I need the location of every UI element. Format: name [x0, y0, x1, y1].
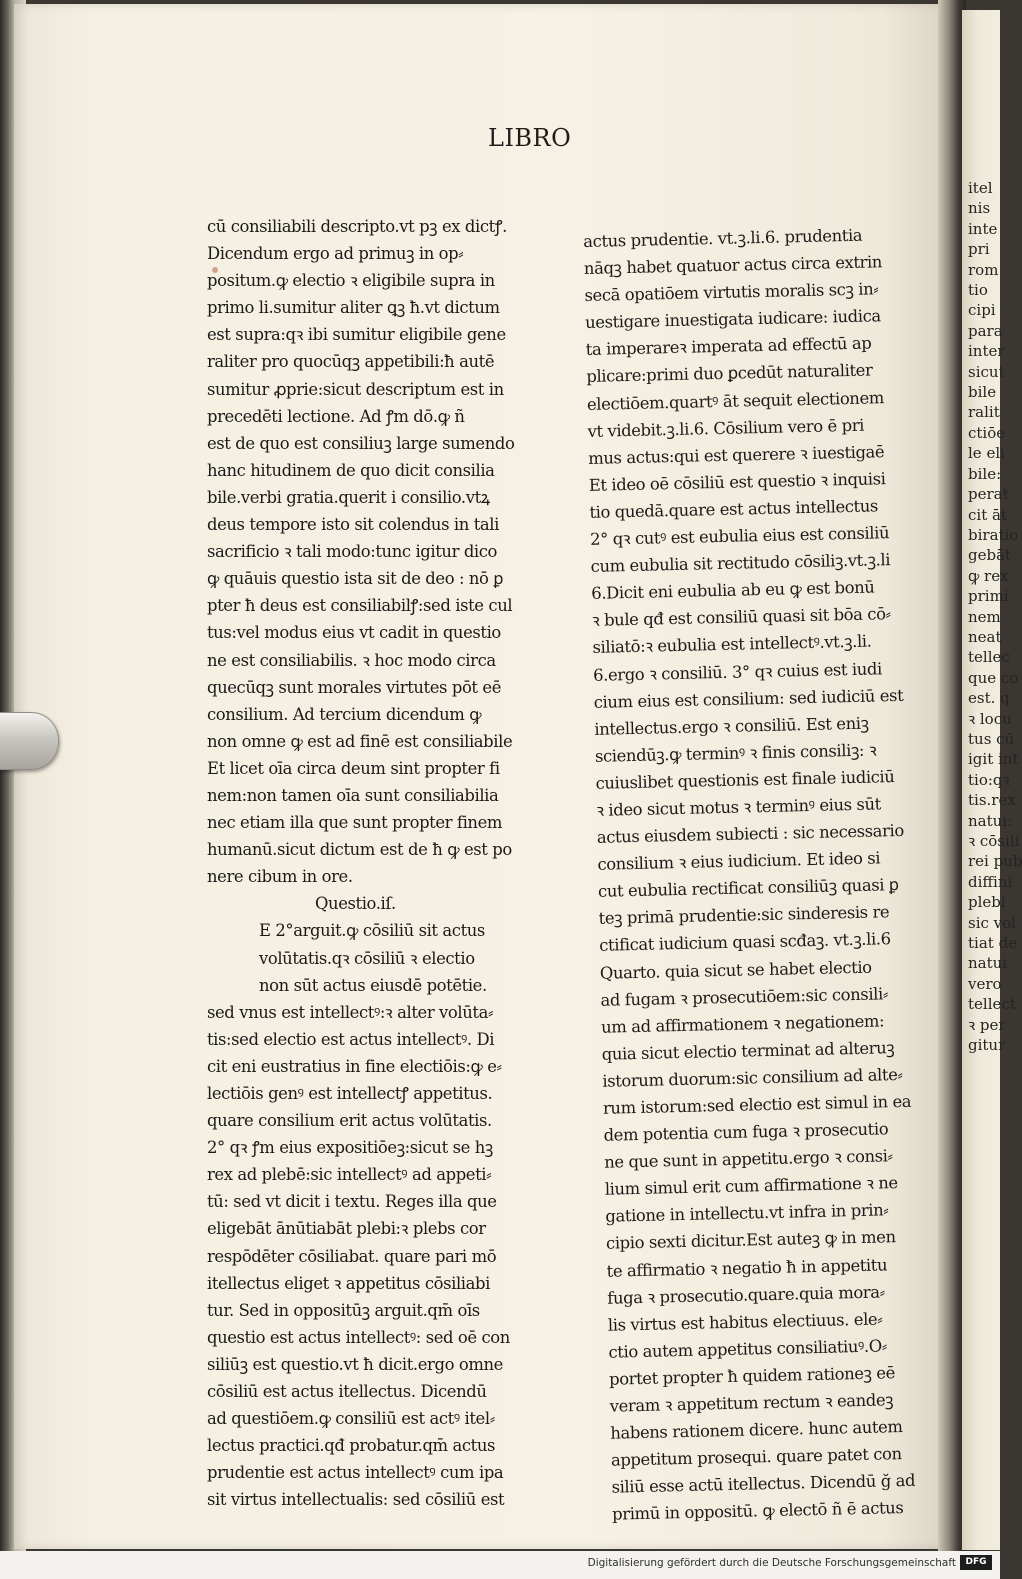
- text-line: veram ꝛ appetitum rectum ꝛ eandeꝫ: [609, 1390, 894, 1416]
- facing-page-line: gitur: [968, 1036, 1006, 1055]
- text-line: istorum duorum:sic consilium ad alte⸗: [602, 1064, 903, 1091]
- text-line: plicare:primi duo ꝑcedūt naturaliter: [586, 360, 873, 387]
- text-line: ctio autem appetitus consiliatiuꝰ.O⸗: [608, 1336, 888, 1362]
- text-line: consilium ꝛ eius iudicium. Et ideo si: [597, 848, 881, 874]
- text-line: lis virtus est habitus electiuus. ele⸗: [607, 1309, 883, 1335]
- text-line: prudentie est actus intellectꝰ cum ipa: [207, 1463, 504, 1483]
- text-line: secā opatiōem virtutis moralis scꝫ in⸗: [584, 279, 879, 306]
- text-line: deus tempore isto sit colendus in tali: [207, 515, 499, 535]
- text-line: ad fugam ꝛ prosecutiōem:sic consili⸗: [600, 983, 889, 1010]
- text-line: tus:vel modus eius vt cadit in questio: [207, 623, 501, 643]
- running-head: LIBRO: [488, 124, 572, 152]
- text-line: actus eiusdem subiecti : sic necessario: [596, 820, 905, 847]
- text-line: Et licet oīa circa deum sint propter fi: [207, 758, 500, 778]
- text-line: Et ideo oē cōsiliū est questio ꝛ inquisi: [588, 469, 886, 495]
- text-line: 2° qꝛ ꝭm eius expositiōeꝫ:sicut se hꝫ: [207, 1138, 493, 1158]
- text-line: ꝛ bule qđ est consiliū quasi sit bōa cō⸗: [591, 604, 891, 631]
- text-line: tis:sed electio est actus intellectꝰ. Di: [207, 1029, 495, 1049]
- text-line: ꝙ quāuis questio ista sit de deo : nō ꝑ: [207, 569, 504, 589]
- facing-page-line: nem: [968, 607, 1001, 626]
- text-line: humanū.sicut dictum est de ħ ꝙ est po: [207, 840, 512, 860]
- text-line: positum.ꝙ electio ꝛ eligibile supra in: [207, 271, 495, 291]
- text-line: nem:non tamen oīa sunt consiliabilia: [207, 785, 499, 805]
- facing-page-line: neat: [968, 627, 1002, 646]
- text-line: te affirmatio ꝛ negatio ħ in appetitu: [606, 1254, 888, 1281]
- facing-page-line: vero: [968, 974, 1002, 993]
- text-line: Quarto. quia sicut se habet electio: [599, 957, 872, 983]
- facing-page-line: diffini: [968, 872, 1013, 891]
- facing-page-line: tus cū: [968, 729, 1015, 748]
- text-line: cōsiliū est actus itellectus. Dicendū: [207, 1382, 487, 1402]
- facing-page-line: ꝛ cōsili: [968, 832, 1020, 850]
- text-line: non sūt actus eiusdē potētie.: [259, 975, 487, 995]
- text-line: cipio sexti dicitur.Est auteꝫ ꝙ in men: [605, 1227, 896, 1254]
- text-line: intellectus.ergo ꝛ consiliū. Est eniꝫ: [594, 713, 869, 739]
- facing-page-line: sicut: [968, 362, 1005, 381]
- text-line: vt videbit.ꝫ.li.6. Cōsilium vero ē pri: [587, 415, 865, 441]
- text-line: tū: sed vt dicit i textu. Reges illa que: [207, 1192, 497, 1212]
- text-line: tio quedā.quare est actus intellectus: [589, 496, 879, 522]
- facing-page-text: [962, 178, 1022, 1055]
- text-line: E 2°arguit.ꝙ cōsiliū sit actus: [259, 921, 485, 941]
- text-line: hanc hitudinem de quo dicit consilia: [207, 460, 495, 480]
- text-line: mus actus:qui est querere ꝛ iuestigaē: [588, 441, 885, 468]
- facing-page-line: tellec: [968, 648, 1010, 667]
- facing-page-line: tiat de: [968, 934, 1018, 953]
- facing-page-line: ꝙ rex: [968, 566, 1009, 585]
- text-line: cum eubulia sit rectitudo cōsiliꝫ.vt.ꝫ.li: [590, 550, 891, 577]
- text-line: 6.Dicit eni eubulia ab eu ꝙ est bonū: [591, 577, 875, 604]
- text-line: uestigare inuestigata iudicare: iudica: [584, 306, 881, 333]
- text-line: respōdēter cōsiliabat. quare pari mō: [207, 1246, 497, 1266]
- facing-page-line: gebāt: [968, 546, 1012, 565]
- text-line: teꝫ primā prudentie:sic sinderesis re: [598, 902, 890, 929]
- facing-page-line: sic vol: [968, 913, 1016, 932]
- text-line: ctificat iudicium quasi scđaꝫ. vt.ꝫ.li.6: [599, 929, 891, 956]
- facing-page-line: ꝛ locu: [968, 709, 1012, 728]
- text-line: siliūꝫ est questio.vt ħ dicit.ergo omne: [207, 1354, 503, 1374]
- text-line: questio est actus intellectꝰ: sed oē con: [207, 1327, 510, 1347]
- text-line: ne que sunt in appetitu.ergo ꝛ consi⸗: [603, 1146, 893, 1172]
- text-line: consilium. Ad tercium dicendum ꝙ: [207, 704, 482, 724]
- facing-page-line: inte: [968, 219, 998, 238]
- text-line: siliū esse actū itellectus. Dicendū ğ ad: [611, 1471, 916, 1497]
- facing-page-line: rom: [968, 260, 999, 279]
- text-line: electiōem.quartꝰ āt sequit electionem: [586, 387, 885, 414]
- facing-page-line: est. q: [968, 689, 1010, 708]
- facing-page-line: inter: [968, 342, 1005, 361]
- text-line: cū consiliabili descripto.vt pꝫ ex dictꝭ.: [207, 217, 507, 236]
- text-line: rum istorum:sed electio est simul in ea: [602, 1091, 912, 1118]
- text-line: eligebāt ānūtiabāt plebi:ꝛ plebs cor: [207, 1219, 486, 1239]
- text-line: quia sicut electio terminat ad alteruꝫ: [601, 1037, 895, 1064]
- facing-page-line: tellect: [968, 995, 1016, 1014]
- text-line: Dicendum ergo ad primuꝫ in op⸗: [207, 244, 464, 264]
- facing-page-line: natui: [968, 954, 1008, 973]
- text-line: pter ħ deus est consiliabilꝭ:sed iste cul: [207, 596, 513, 616]
- text-line: fuga ꝛ prosecutio.quare.quia mora⸗: [607, 1282, 885, 1308]
- facing-page-line: le eli: [968, 444, 1005, 463]
- text-line: appetitum prosequi. quare patet con: [610, 1444, 902, 1470]
- text-line: nec etiam illa que sunt propter finem: [207, 813, 503, 833]
- text-line: est supra:qꝛ ibi sumitur eligibile gene: [207, 325, 506, 345]
- facing-page-line: igit int: [968, 750, 1019, 769]
- facing-page-line: ꝛ per: [968, 1015, 1006, 1034]
- facing-page-line: primi: [968, 587, 1009, 606]
- facing-page-line: tio:qꝛ: [968, 770, 1010, 789]
- text-line: cuiuslibet questionis est finale iudiciū: [595, 766, 895, 793]
- facing-page-line: biratio: [968, 525, 1019, 544]
- text-line: primo li.sumitur aliter ꝗꝫ ħ.vt dictum: [207, 298, 500, 318]
- text-line: sacrificio ꝛ tali modo:tunc igitur dico: [207, 542, 498, 562]
- text-line: sed vnus est intellectꝰ:ꝛ alter volūta⸗: [207, 1002, 494, 1022]
- text-line: lectiōis genꝰ est intellectꝭ appetitus.: [207, 1084, 493, 1103]
- text-line: sciendūꝫ.ꝙ terminꝰ ꝛ finis consiliꝫ: ꝛ: [594, 740, 877, 766]
- text-line: um ad affirmationem ꝛ negationem:: [600, 1011, 885, 1037]
- facing-page-line: cit āt: [968, 505, 1007, 524]
- book-clamp: [0, 712, 59, 770]
- facing-page-line: bile: [968, 383, 997, 402]
- text-line: raliter pro quocūqꝫ appetibili:ħ autē: [207, 352, 495, 372]
- text-line: quare consilium erit actus volūtatis.: [207, 1111, 492, 1131]
- facing-page-line: pri: [968, 240, 990, 259]
- text-line: bile.verbi gratia.querit i consilio.vtꝝ: [207, 487, 490, 507]
- facing-page-line: que co: [968, 668, 1019, 687]
- text-line: quecūqꝫ sunt morales virtutes pōt eē: [207, 677, 502, 697]
- right-text-column: [583, 221, 942, 1529]
- facing-page-line: ralit: [968, 403, 1000, 422]
- text-line: gatione in intellectu.vt infra in prin⸗: [605, 1200, 889, 1227]
- text-line: 2° qꝛ cutꝰ est eubulia eius est consiliū: [589, 523, 890, 549]
- text-line: sit virtus intellectualis: sed cōsiliū est: [207, 1490, 505, 1510]
- text-line: ad questiōem.ꝙ consiliū est actꝰ itel⸗: [207, 1409, 495, 1429]
- text-line: ne est consiliabilis. ꝛ hoc modo circa: [207, 650, 496, 670]
- text-line: cium eius est consilium: sed iudiciū est: [593, 685, 904, 712]
- facing-page-line: itel: [968, 179, 993, 197]
- left-text-column: [207, 213, 537, 1514]
- text-line: nere cibum in ore.: [207, 867, 353, 887]
- text-line: tur. Sed in oppositūꝫ arguit.qm̄ oīs: [207, 1300, 480, 1320]
- facing-page-line: tis.rex: [968, 791, 1016, 810]
- text-line: dem potentia cum fuga ꝛ prosecutio: [603, 1119, 889, 1145]
- text-line: lium simul erit cum affirmatione ꝛ ne: [604, 1173, 898, 1200]
- facing-page-line: tio: [968, 281, 988, 300]
- text-line: Questio.iſ.: [315, 894, 396, 914]
- text-line: sumitur ꝓprie:sicut descriptum est in: [207, 379, 504, 399]
- text-line: 6.ergo ꝛ consiliū. 3° qꝛ cuius est iudi: [592, 658, 883, 685]
- text-line: cit eni eustratius in fine electiōis:ꝙ e⸗: [207, 1056, 502, 1076]
- digitization-credit: Digitalisierung gefördert durch die Deutsche Forschungsgemeinschaft: [587, 1557, 956, 1569]
- facing-page-line: perat: [968, 485, 1009, 504]
- text-line: non omne ꝙ est ad finē est consiliabile: [207, 731, 513, 751]
- facing-page-edge: [962, 10, 1022, 1550]
- text-line: primū in oppositū. ꝙ electō ñ ē actus: [611, 1498, 904, 1525]
- facing-page-line: plebi: [968, 893, 1006, 912]
- text-line: portet propter ħ quidem rationeꝫ eē: [608, 1363, 896, 1389]
- text-line: nāqꝫ habet quatuor actus circa extrin: [583, 252, 883, 279]
- text-line: siliatō:ꝛ eubulia est intellectꝰ.vt.ꝫ.li.: [592, 631, 872, 658]
- facing-page-line: rei pub: [968, 852, 1022, 871]
- text-line: itellectus eliget ꝛ appetitus cōsiliabi: [207, 1273, 490, 1293]
- text-line: volūtatis.qꝛ cōsiliū ꝛ electio: [259, 948, 475, 968]
- text-line: habens rationem dicere. hunc autem: [610, 1417, 903, 1443]
- text-line: precedēti lectione. Ad ꝭm dō.ꝙ ñ: [207, 406, 465, 426]
- text-line: actus prudentie. vt.ꝫ.li.6. prudentia: [583, 225, 863, 251]
- text-line: rex ad plebē:sic intellectꝰ ad appeti⸗: [207, 1165, 492, 1185]
- text-line: lectus practici.qđ probatur.qm̄ actus: [207, 1436, 496, 1456]
- text-line: est de quo est consiliuꝫ large sumendo: [207, 433, 515, 453]
- facing-page-line: bile:: [968, 464, 1002, 483]
- text-line: ꝛ ideo sicut motus ꝛ terminꝰ eius sūt: [595, 794, 881, 820]
- facing-page-line: para: [968, 321, 1003, 340]
- facing-page-line: natui:: [968, 811, 1013, 830]
- facing-page-line: cipi: [968, 301, 996, 320]
- facing-page-line: ctiōe: [968, 423, 1006, 442]
- text-line: cut eubulia rectificat consiliūꝫ quasi ꝑ: [597, 875, 899, 902]
- facing-page-line: nis: [968, 199, 991, 218]
- text-line: ta imperareꝛ imperata ad effectū ap: [585, 333, 872, 360]
- dfg-logo: DFG: [960, 1555, 992, 1570]
